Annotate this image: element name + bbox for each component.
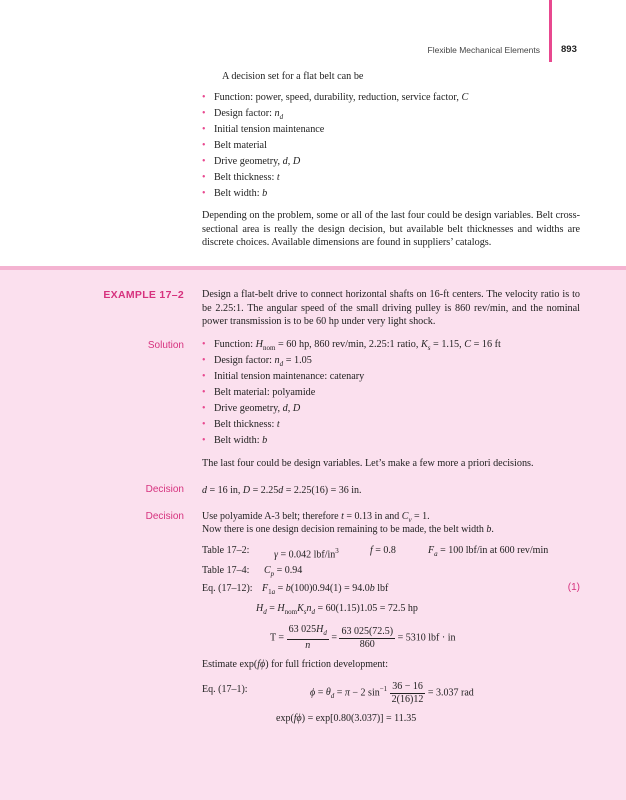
eq-17-12-ref: Eq. (17–12): bbox=[202, 583, 253, 594]
table-17-2-f: f = 0.8 bbox=[370, 545, 396, 556]
torque-lhs: T = bbox=[270, 632, 285, 644]
table-17-2-fa: $F_a = 100$ lbf/in at 600 rev/min bbox=[428, 545, 549, 558]
phi-fraction: $\frac{36 - 16}{2(16)12}$ bbox=[391, 680, 424, 705]
torque-rhs: = 5310 lbf · in bbox=[397, 632, 456, 644]
list-item: • Belt width: b bbox=[202, 186, 582, 202]
decision-2-line-2: Now there is one design decision remaining to be made, the belt width b. bbox=[202, 524, 494, 535]
list-item: • Function: $H_{nom} = 60$ hp, 860 rev/min, 2.25:1 ratio, $K_s = 1.15$, C = 16 ft bbox=[202, 337, 582, 353]
phi-rhs: = 3.037 rad bbox=[427, 687, 474, 699]
page-number: 893 bbox=[561, 44, 577, 55]
page-margin-rule bbox=[549, 0, 552, 62]
list-item: • Design factor: $n_d$ bbox=[202, 106, 582, 122]
list-item: • Belt material: polyamide bbox=[202, 385, 582, 401]
eq-17-1-ref: Eq. (17–1): bbox=[202, 684, 248, 695]
list-item: • Function: power, speed, durability, reduction, service factor, C bbox=[202, 90, 582, 106]
intro-bullet-list bbox=[202, 90, 582, 202]
running-header-title: Flexible Mechanical Elements bbox=[427, 45, 540, 55]
solution-bullet-list bbox=[202, 337, 582, 449]
list-item: • Drive geometry, d, D bbox=[202, 401, 582, 417]
decision-1-text: d = 16 in, D = 2.25d = 2.25(16) = 36 in. bbox=[202, 485, 362, 496]
estimate-text: Estimate exp(fϕ) for full friction development: bbox=[202, 659, 388, 670]
table-17-4-cp: $C_p = 0.94$ bbox=[264, 565, 303, 578]
list-item: • Belt width: b bbox=[202, 433, 582, 449]
decision-2-line-1: Use polyamide A-3 belt; therefore t = 0.13 in and $C_v = 1$. bbox=[202, 511, 430, 524]
list-item: • Drive geometry, d, D bbox=[202, 154, 582, 170]
hd-expression: $H_d = H_{nom}K_sn_d = 60(1.15)1.05 = 72.5$ hp bbox=[256, 603, 418, 616]
example-label: EXAMPLE 17–2 bbox=[103, 289, 184, 301]
torque-fraction-2: $\frac{63 025(72.5)}{860}$ bbox=[341, 625, 394, 650]
list-item: • Belt thickness: t bbox=[202, 417, 582, 433]
decision-label-1: Decision bbox=[145, 484, 184, 495]
torque-fraction-1: $\frac{63 025H_d}{n}$ bbox=[288, 624, 327, 651]
exp-expression: exp(fϕ) = exp[0.80(3.037)] = 11.35 bbox=[276, 713, 417, 724]
table-17-4-ref: Table 17–4: bbox=[202, 565, 250, 576]
example-top-border bbox=[0, 266, 626, 270]
list-item: • Belt thickness: t bbox=[202, 170, 582, 186]
example-statement: Design a flat-belt drive to connect horizontal shafts on 16-ft centers. The velocity ratio is to be 2.25:1. The angular speed of the small driving pulley is 860 rev/min, and the nominal power transmission is to be 60 hp under very light shock. bbox=[202, 289, 580, 327]
list-item: • Initial tension maintenance: catenary bbox=[202, 369, 582, 385]
intro-lead: A decision set for a flat belt can be bbox=[222, 71, 364, 82]
list-item: • Design factor: $n_d = 1.05$ bbox=[202, 353, 582, 369]
solution-label: Solution bbox=[147, 340, 184, 351]
torque-equation: T = $\frac{63 025H_d}{n}$ = $\frac{63 025(72.5)}{860}$ = 5310 lbf · in bbox=[270, 624, 456, 651]
list-item: • Initial tension maintenance bbox=[202, 122, 582, 138]
equation-number: (1) bbox=[567, 582, 580, 593]
table-17-2-ref: Table 17–2: bbox=[202, 545, 250, 556]
after-bullets-text: The last four could be design variables. Let’s make a few more a priori decisions. bbox=[202, 458, 534, 469]
eq-17-12-expr: $F_{1a} = b(100)0.94(1) = 94.0b$ lbf bbox=[262, 583, 389, 596]
list-item: • Belt material bbox=[202, 138, 582, 154]
table-17-2-gamma: γ = 0.042 lbf/$in^3$ bbox=[274, 547, 339, 561]
decision-label-2: Decision bbox=[145, 511, 184, 522]
intro-paragraph: Depending on the problem, some or all of the last four could be design variables. Belt cross-sectional area is really the design decision, but available belt thicknesses and widths are discrete choices. Available dimensions are found in suppliers’ catalogs. bbox=[202, 210, 580, 248]
phi-equation: $\phi = \theta_d = \pi - 2$ $\sin^{-1}$ $\frac{36 - 16}{2(16)12}$ = 3.037 rad bbox=[310, 680, 474, 705]
